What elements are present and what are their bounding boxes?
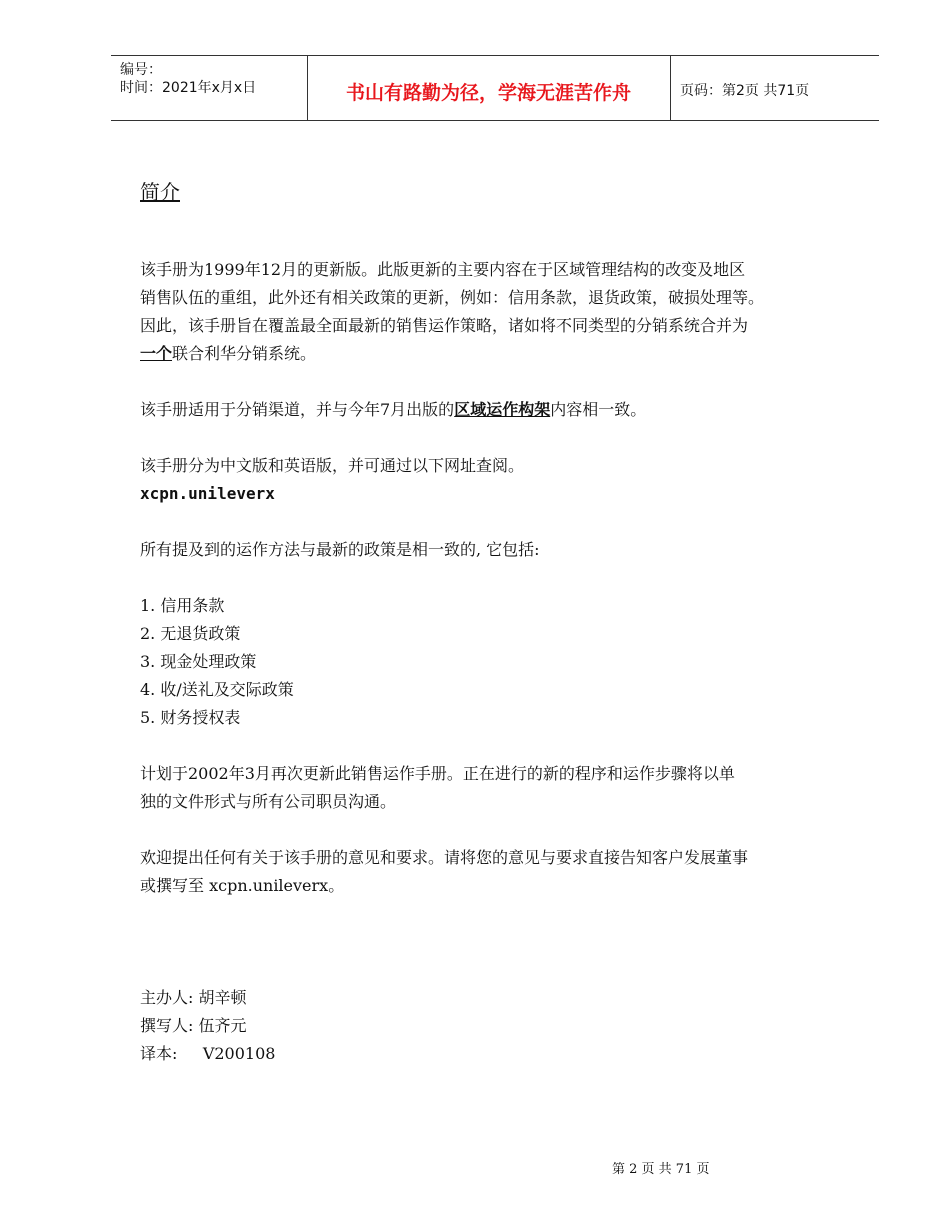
intro-line-3: 因此，该手册旨在覆盖最全面最新的销售运作策略，诸如将不同类型的分销系统合并为 [140,316,749,335]
intro-line-4 [140,340,860,368]
plan-line-2: 独的文件形式与所有公司职员沟通。 [140,792,397,811]
welcome-line-2: 或撰写至 xcpn.unileverx。 [140,876,345,895]
p2-after: 内容相一致。 [550,400,647,419]
plan-line-1: 计划于2002年3月再次更新此销售运作手册。正在进行的新的程序和运作步骤将以单 [140,764,735,783]
page-number-label: 页码：第2页 共71页 [680,83,810,99]
writer-line: 撰写人: 伍齐元 [140,1016,247,1035]
header-page-cell [670,56,879,120]
page-header [111,55,879,121]
credits-block [140,984,860,1068]
website-url: xcpn.unileverx [140,484,275,503]
motto-text: 书山有路勤为径，学海无涯苦作舟 [345,82,631,104]
welcome-paragraph [140,844,860,900]
intro-line-1: 该手册为1999年12月的更新版。此版更新的主要内容在于区域管理结构的改变及地区 [140,260,746,279]
intro-paragraph-1 [140,256,860,368]
list-item: 4. 收/送礼及交际政策 [140,680,294,699]
header-meta-cell [111,56,308,120]
list-item: 5. 财务授权表 [140,708,241,727]
intro-line-2: 销售队伍的重组，此外还有相关政策的更新，例如：信用条款，退货政策，破损处理等。 [140,288,765,307]
plan-paragraph [140,760,860,816]
intro-paragraph-3 [140,452,860,508]
list-item: 2. 无退货政策 [140,624,241,643]
host-line: 主办人: 胡辛顿 [140,988,247,1007]
list-item: 3. 现金处理政策 [140,652,257,671]
intro-paragraph-2 [140,396,860,424]
page-footer: 第 2 页 共 71 页 [612,1162,710,1177]
list-item: 1. 信用条款 [140,596,225,615]
time-label: 时间：2021年x月x日 [120,80,257,96]
doc-number-label: 编号： [120,62,162,78]
intro-line-4-tail: 联合利华分销系统。 [172,344,317,363]
p3-text: 该手册分为中文版和英语版，并可通过以下网址查阅。 [140,456,525,475]
header-motto-cell [307,56,671,120]
regional-framework-link: 区域运作构架 [454,400,551,419]
policy-list [140,592,860,732]
p2-before: 该手册适用于分销渠道，并与今年7月出版的 [140,400,455,419]
version-line: 译本: V200108 [140,1044,276,1063]
emphasis-one: 一个 [140,344,173,363]
intro-paragraph-4: 所有提及到的运作方法与最新的政策是相一致的, 它包括: [140,540,540,559]
welcome-line-1: 欢迎提出任何有关于该手册的意见和要求。请将您的意见与要求直接告知客户发展董事 [140,848,749,867]
section-title: 简介 [140,180,180,204]
